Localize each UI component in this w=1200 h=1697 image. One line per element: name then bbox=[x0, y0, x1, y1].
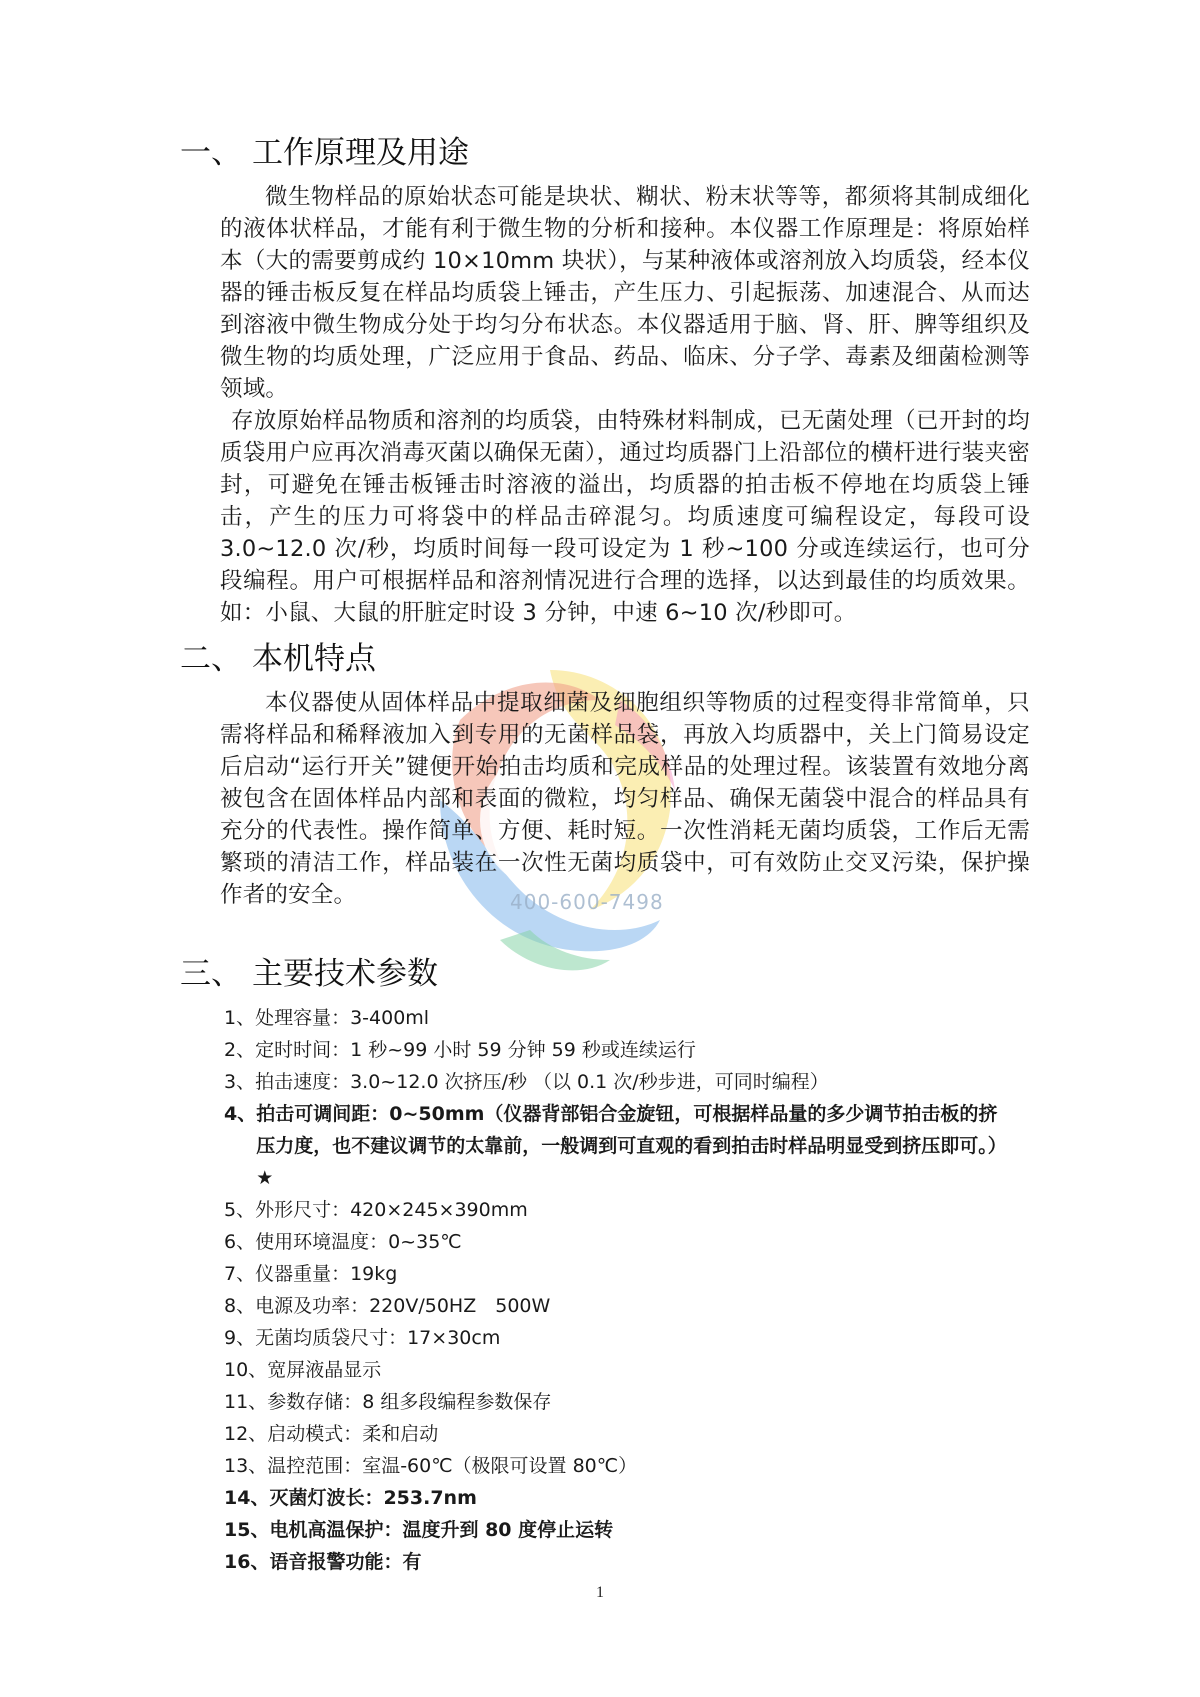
spec-text: 电源及功率：220V/50HZ 500W bbox=[255, 1295, 551, 1317]
spec-text: 无菌均质袋尺寸：17×30cm bbox=[255, 1327, 501, 1349]
spec-text: 语音报警功能：有 bbox=[269, 1551, 422, 1573]
spec-item bbox=[224, 1002, 1034, 1034]
spec-index: 12、 bbox=[224, 1423, 268, 1445]
spec-text: 外形尺寸：420×245×390mm bbox=[255, 1199, 528, 1221]
spec-item bbox=[224, 1066, 1034, 1098]
spec-item bbox=[224, 1450, 1034, 1482]
spec-text: 参数存储：8 组多段编程参数保存 bbox=[267, 1391, 552, 1413]
spec-text: 拍击速度：3.0~12.0 次挤压/秒 （以 0.1 次/秒步进，可同时编程） bbox=[255, 1071, 829, 1093]
spec-index: 13、 bbox=[224, 1455, 268, 1477]
spec-index: 16、 bbox=[224, 1551, 270, 1573]
spec-text: 使用环境温度：0~35℃ bbox=[255, 1231, 462, 1253]
section-heading-1 bbox=[180, 127, 469, 172]
spec-text: 温控范围：室温-60℃（极限可设置 80℃） bbox=[267, 1455, 638, 1477]
spec-item bbox=[224, 1514, 1034, 1546]
spec-index: 5、 bbox=[224, 1199, 256, 1221]
spec-index: 2、 bbox=[224, 1039, 256, 1061]
spec-item bbox=[224, 1482, 1034, 1514]
spec-item bbox=[224, 1354, 1034, 1386]
spec-item bbox=[224, 1386, 1034, 1418]
spec-item bbox=[224, 1546, 1034, 1578]
spec-index: 4、 bbox=[224, 1103, 257, 1125]
spec-index: 15、 bbox=[224, 1519, 270, 1541]
section-heading-2 bbox=[180, 633, 376, 678]
spec-index: 3、 bbox=[224, 1071, 256, 1093]
spec-index: 9、 bbox=[224, 1327, 256, 1349]
page-number: 1 bbox=[596, 1584, 604, 1601]
section-heading-3 bbox=[180, 948, 438, 993]
section-title: 本机特点 bbox=[252, 641, 376, 677]
section-number: 一、 bbox=[180, 135, 242, 171]
watermark-phone: 400-600-7498 bbox=[510, 890, 664, 914]
spec-item bbox=[224, 1290, 1034, 1322]
spec-item bbox=[224, 1258, 1034, 1290]
spec-index: 8、 bbox=[224, 1295, 256, 1317]
spec-text: 启动模式：柔和启动 bbox=[267, 1423, 439, 1445]
section-number: 三、 bbox=[180, 956, 242, 992]
spec-text: 宽屏液晶显示 bbox=[267, 1359, 382, 1381]
spec-item bbox=[224, 1322, 1034, 1354]
spec-index: 10、 bbox=[224, 1359, 268, 1381]
section-1-paragraph-2 bbox=[220, 405, 1030, 629]
spec-index: 11、 bbox=[224, 1391, 268, 1413]
spec-item bbox=[224, 1098, 1034, 1194]
spec-item bbox=[224, 1418, 1034, 1450]
spec-text: 定时时间：1 秒~99 小时 59 分钟 59 秒或连续运行 bbox=[255, 1039, 696, 1061]
spec-text: 电机高温保护：温度升到 80 度停止运转 bbox=[269, 1519, 614, 1541]
spec-index: 14、 bbox=[224, 1487, 270, 1509]
spec-item bbox=[224, 1194, 1034, 1226]
spec-index: 6、 bbox=[224, 1231, 256, 1253]
spec-text: 仪器重量：19kg bbox=[255, 1263, 398, 1285]
spec-list bbox=[224, 1002, 1034, 1578]
section-title: 工作原理及用途 bbox=[252, 135, 469, 171]
spec-text: 处理容量：3-400ml bbox=[255, 1007, 430, 1029]
spec-item bbox=[224, 1034, 1034, 1066]
section-title: 主要技术参数 bbox=[252, 956, 438, 992]
spec-item bbox=[224, 1226, 1034, 1258]
section-2-paragraph-1: 本仪器使从固体样品中提取细菌及细胞组织等物质的过程变得非常简单，只需将样品和稀释液加入到专用的无菌样品袋，再放入均质器中，关上门简易设定后启动“运行开关”键便开始拍击均质和完成样品的处理过程。该装置有效地分离被包含在固体样品内部和表面的微粒，均匀样品、确保无菌袋中混合的样品具有充分的代表性。操作简单、方便、耗时短。一次性消耗无菌均质袋，工作后无需繁琐的清洁工作，样品装在一次性无菌均质袋中，可有效防止交叉污染，保护操作者的安全。 bbox=[220, 690, 1030, 908]
section-1-paragraph-2-text: 存放原始样品物质和溶剂的均质袋，由特殊材料制成，已无菌处理（已开封的均质袋用户应再次消毒灭菌以确保无菌），通过均质器门上沿部位的横杆进行装夹密封，可避免在锤击板锤击时溶液的溢出，均质器的拍击板不停地在均质袋上锤击，产生的压力可将袋中的样品击碎混匀。均质速度可编程设定，每段可设 3.0~12.0 次/秒，均质时间每一段可设定为 1 秒~100 分或连续运行，也可分段编程。用户可根据样品和溶剂情况进行合理的选择，以达到最佳的均质效果。如：小鼠、大鼠的肝脏定时设 3 分钟，中速 6~10 次/秒即可。 bbox=[220, 408, 1030, 626]
spec-index: 1、 bbox=[224, 1007, 256, 1029]
spec-text: 拍击可调间距：0~50mm（仪器背部铝合金旋钮，可根据样品量的多少调节拍击板的挤压力度，也不建议调节的太靠前，一般调到可直观的看到拍击时样品明显受到挤压即可。）★ bbox=[256, 1103, 1007, 1189]
section-number: 二、 bbox=[180, 641, 242, 677]
section-1-paragraph-1: 微生物样品的原始状态可能是块状、糊状、粉末状等等，都须将其制成细化的液体状样品，才能有利于微生物的分析和接种。本仪器工作原理是：将原始样本（大的需要剪成约 10×10mm 块状），与某种液体或溶剂放入均质袋，经本仪器的锤击板反复在样品均质袋上锤击，产生压力、引起振荡、加速混合、从而达到溶液中微生物成分处于均匀分布状态。本仪器适用于脑、肾、肝、脾等组织及微生物的均质处理，广泛应用于食品、药品、临床、分子学、毒素及细菌检测等领域。 bbox=[220, 184, 1030, 402]
spec-index: 7、 bbox=[224, 1263, 256, 1285]
spec-text: 灭菌灯波长：253.7nm bbox=[269, 1487, 477, 1509]
